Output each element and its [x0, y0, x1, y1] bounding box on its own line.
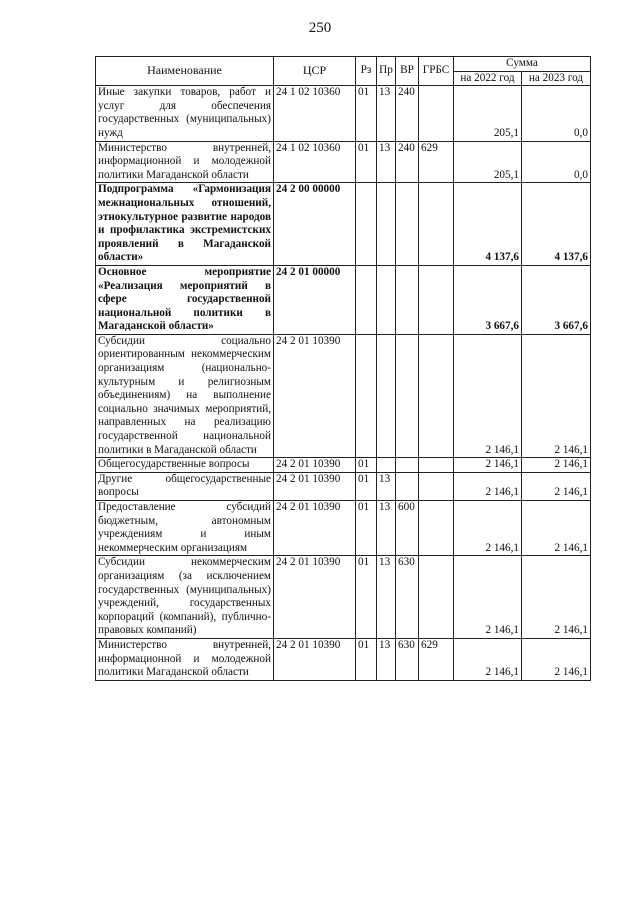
row-amount-2022-cell: 2 146,1 [454, 638, 522, 680]
row-amount-2022-cell: 205,1 [454, 86, 522, 141]
table-row [96, 183, 591, 266]
row-amount-2023-cell: 2 146,1 [522, 334, 591, 457]
row-grbs-cell [419, 334, 454, 457]
row-grbs-cell [419, 501, 454, 556]
row-vr-cell: 240 [396, 86, 419, 141]
table-row [96, 556, 591, 639]
header-grbs: ГРБС [419, 57, 454, 86]
header-rz: Рз [356, 57, 377, 86]
row-amount-2023-cell: 2 146,1 [522, 458, 591, 473]
row-pr-cell: 13 [377, 472, 396, 500]
header-year-2022: на 2022 год [454, 71, 522, 86]
header-pr: Пр [377, 57, 396, 86]
row-rz-cell: 01 [356, 141, 377, 183]
row-name-cell: Министерство внутренней, информационной и молодежной политики Магаданской области [96, 638, 274, 680]
row-rz-cell: 01 [356, 458, 377, 473]
row-vr-cell [396, 334, 419, 457]
row-name-cell: Субсидии социально ориентированным некоммерческим организациям (национально-культурным и религиозным объединениям) на выполнение социально значимых мероприятий, направленных на реализацию государственной национальной политики в Магаданской области [96, 334, 274, 457]
row-rz-cell: 01 [356, 638, 377, 680]
row-amount-2022-cell: 2 146,1 [454, 501, 522, 556]
row-amount-2023-cell: 0,0 [522, 86, 591, 141]
row-pr-cell [377, 458, 396, 473]
row-rz-cell: 01 [356, 556, 377, 639]
row-grbs-cell: 629 [419, 141, 454, 183]
row-csr-cell: 24 2 01 00000 [274, 265, 356, 334]
row-pr-cell [377, 334, 396, 457]
row-amount-2023-cell: 0,0 [522, 141, 591, 183]
row-grbs-cell [419, 265, 454, 334]
header-vr: ВР [396, 57, 419, 86]
row-amount-2022-cell: 2 146,1 [454, 472, 522, 500]
row-amount-2023-cell: 4 137,6 [522, 183, 591, 266]
row-pr-cell [377, 183, 396, 266]
table-row [96, 472, 591, 500]
table-row [96, 265, 591, 334]
row-csr-cell: 24 2 01 10390 [274, 334, 356, 457]
row-amount-2022-cell: 3 667,6 [454, 265, 522, 334]
row-amount-2022-cell: 2 146,1 [454, 556, 522, 639]
row-amount-2023-cell: 2 146,1 [522, 501, 591, 556]
header-name: Наименование [96, 57, 274, 86]
row-amount-2023-cell: 3 667,6 [522, 265, 591, 334]
row-amount-2023-cell: 2 146,1 [522, 472, 591, 500]
row-grbs-cell [419, 183, 454, 266]
row-csr-cell: 24 1 02 10360 [274, 86, 356, 141]
row-pr-cell: 13 [377, 86, 396, 141]
row-csr-cell: 24 2 01 10390 [274, 501, 356, 556]
row-rz-cell [356, 334, 377, 457]
row-grbs-cell [419, 458, 454, 473]
table-row [96, 334, 591, 457]
row-rz-cell: 01 [356, 86, 377, 141]
row-name-cell: Иные закупки товаров, работ и услуг для обеспечения государственных (муниципальных) нужд [96, 86, 274, 141]
row-name-cell: Субсидии некоммерческим организациям (за исключением государственных (муниципальных) учреждений, государственных корпораций (компаний), публично-правовых компаний) [96, 556, 274, 639]
row-rz-cell: 01 [356, 501, 377, 556]
table-row [96, 86, 591, 141]
row-name-cell: Основное мероприятие «Реализация мероприятий в сфере государственной национальной политики в Магаданской области» [96, 265, 274, 334]
row-amount-2022-cell: 2 146,1 [454, 458, 522, 473]
row-vr-cell: 630 [396, 556, 419, 639]
row-grbs-cell [419, 86, 454, 141]
row-amount-2023-cell: 2 146,1 [522, 556, 591, 639]
row-vr-cell: 600 [396, 501, 419, 556]
row-csr-cell: 24 2 01 10390 [274, 458, 356, 473]
header-sum: Сумма [454, 57, 591, 72]
row-pr-cell [377, 265, 396, 334]
row-csr-cell: 24 2 01 10390 [274, 556, 356, 639]
row-vr-cell: 240 [396, 141, 419, 183]
row-csr-cell: 24 2 00 00000 [274, 183, 356, 266]
row-amount-2022-cell: 205,1 [454, 141, 522, 183]
row-vr-cell: 630 [396, 638, 419, 680]
row-csr-cell: 24 2 01 10390 [274, 472, 356, 500]
row-vr-cell [396, 183, 419, 266]
page-number: 250 [308, 20, 332, 36]
row-rz-cell: 01 [356, 472, 377, 500]
row-rz-cell [356, 183, 377, 266]
row-amount-2022-cell: 2 146,1 [454, 334, 522, 457]
row-pr-cell: 13 [377, 638, 396, 680]
row-rz-cell [356, 265, 377, 334]
header-csr: ЦСР [274, 57, 356, 86]
row-grbs-cell [419, 556, 454, 639]
row-grbs-cell [419, 472, 454, 500]
row-name-cell: Предоставление субсидий бюджетным, автономным учреждениям и иным некоммерческим организациям [96, 501, 274, 556]
row-name-cell: Подпрограмма «Гармонизация межнациональных отношений, этнокультурное развитие народов и профилактика экстремистских проявлений в Магаданской области» [96, 183, 274, 266]
row-pr-cell: 13 [377, 556, 396, 639]
table-row [96, 141, 591, 183]
row-name-cell: Общегосударственные вопросы [96, 458, 274, 473]
row-vr-cell [396, 265, 419, 334]
row-vr-cell [396, 458, 419, 473]
header-year-2023: на 2023 год [522, 71, 591, 86]
row-csr-cell: 24 2 01 10390 [274, 638, 356, 680]
row-name-cell: Другие общегосударственные вопросы [96, 472, 274, 500]
table-row [96, 638, 591, 680]
row-name-cell: Министерство внутренней, информационной и молодежной политики Магаданской области [96, 141, 274, 183]
row-pr-cell: 13 [377, 141, 396, 183]
table-row [96, 458, 591, 473]
row-pr-cell: 13 [377, 501, 396, 556]
row-vr-cell [396, 472, 419, 500]
row-amount-2022-cell: 4 137,6 [454, 183, 522, 266]
row-grbs-cell: 629 [419, 638, 454, 680]
table-row [96, 501, 591, 556]
row-csr-cell: 24 1 02 10360 [274, 141, 356, 183]
row-amount-2023-cell: 2 146,1 [522, 638, 591, 680]
budget-table [95, 56, 591, 681]
